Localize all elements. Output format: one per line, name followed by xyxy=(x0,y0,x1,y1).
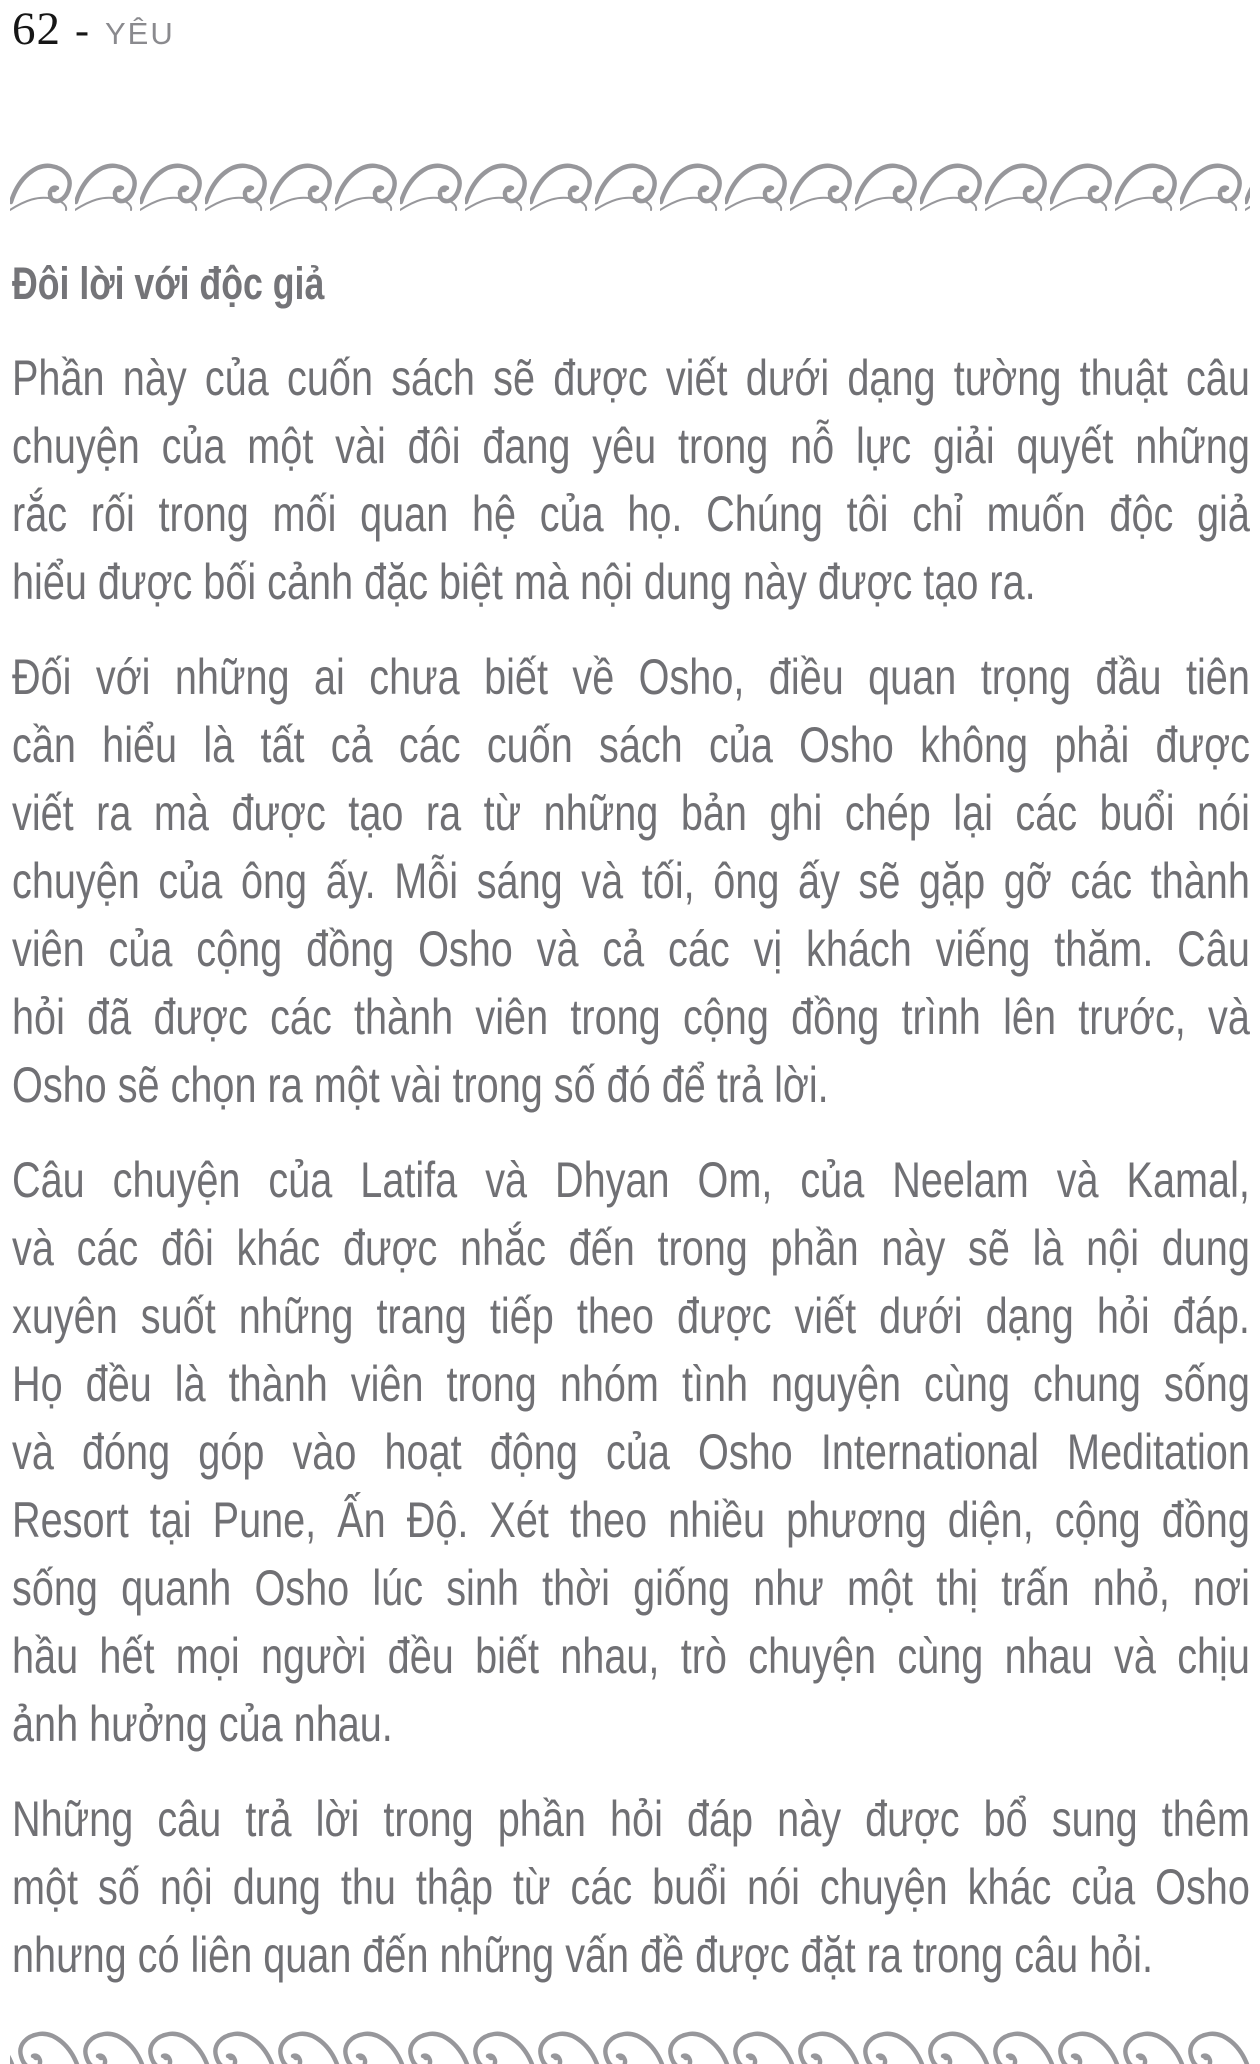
text-line: Họ đều là thành viên trong nhóm tình nguyện cùng chung sống xyxy=(12,1356,1250,1412)
text-line: viên của cộng đồng Osho và cả các vị khách viếng thăm. Câu xyxy=(12,921,1250,977)
section-title: Đôi lời với độc giả xyxy=(12,258,325,309)
paragraph xyxy=(12,1785,1250,1989)
text-line: cần hiểu là tất cả các cuốn sách của Osho không phải được xyxy=(12,717,1250,773)
text-line: chuyện của một vài đôi đang yêu trong nỗ lực giải quyết những xyxy=(12,418,1250,474)
text-line: Osho sẽ chọn ra một vài trong số đó để trả lời. xyxy=(12,1057,829,1113)
text-line: xuyên suốt những trang tiếp theo được viết dưới dạng hỏi đáp. xyxy=(12,1288,1250,1344)
text-line: viết ra mà được tạo ra từ những bản ghi chép lại các buổi nói xyxy=(12,785,1250,841)
paragraph xyxy=(12,643,1250,1119)
text-line: nhưng có liên quan đến những vấn đề được đặt ra trong câu hỏi. xyxy=(12,1927,1154,1983)
text-line: Resort tại Pune, Ấn Độ. Xét theo nhiều phương diện, cộng đồng xyxy=(12,1492,1250,1548)
text-line: một số nội dung thu thập từ các buổi nói chuyện khác của Osho xyxy=(12,1859,1250,1915)
page-number: 62 xyxy=(12,3,61,55)
text-line: và các đôi khác được nhắc đến trong phần này sẽ là nội dung xyxy=(12,1220,1250,1276)
paragraph xyxy=(12,1146,1250,1758)
text-line: hiểu được bối cảnh đặc biệt mà nội dung này được tạo ra. xyxy=(12,554,1036,610)
header-separator: - xyxy=(75,8,89,54)
body-text xyxy=(12,344,1250,1989)
text-line: Câu chuyện của Latifa và Dhyan Om, của Neelam và Kamal, xyxy=(12,1152,1250,1208)
text-content xyxy=(12,256,1250,1989)
text-line: chuyện của ông ấy. Mỗi sáng và tối, ông ấy sẽ gặp gỡ các thành xyxy=(12,853,1250,909)
page-header xyxy=(12,2,175,56)
text-line: hỏi đã được các thành viên trong cộng đồng trình lên trước, và xyxy=(12,989,1250,1045)
wave-border-top-icon xyxy=(10,158,1250,212)
text-line: hầu hết mọi người đều biết nhau, trò chuyện cùng nhau và chịu xyxy=(12,1628,1250,1684)
text-line: sống quanh Osho lúc sinh thời giống như một thị trấn nhỏ, nơi xyxy=(12,1560,1250,1616)
text-line: và đóng góp vào hoạt động của Osho International Meditation xyxy=(12,1424,1250,1480)
text-line: rắc rối trong mối quan hệ của họ. Chúng tôi chỉ muốn độc giả xyxy=(12,486,1250,542)
text-line: Phần này của cuốn sách sẽ được viết dưới dạng tường thuật câu xyxy=(12,350,1250,406)
book-title: yêu xyxy=(105,5,175,54)
paragraph xyxy=(12,344,1250,616)
wave-border-bottom-icon xyxy=(10,2026,1250,2064)
text-line: Những câu trả lời trong phần hỏi đáp này được bổ sung thêm xyxy=(12,1791,1250,1847)
text-line: Đối với những ai chưa biết về Osho, điều quan trọng đầu tiên xyxy=(12,649,1250,705)
text-line: ảnh hưởng của nhau. xyxy=(12,1696,393,1752)
